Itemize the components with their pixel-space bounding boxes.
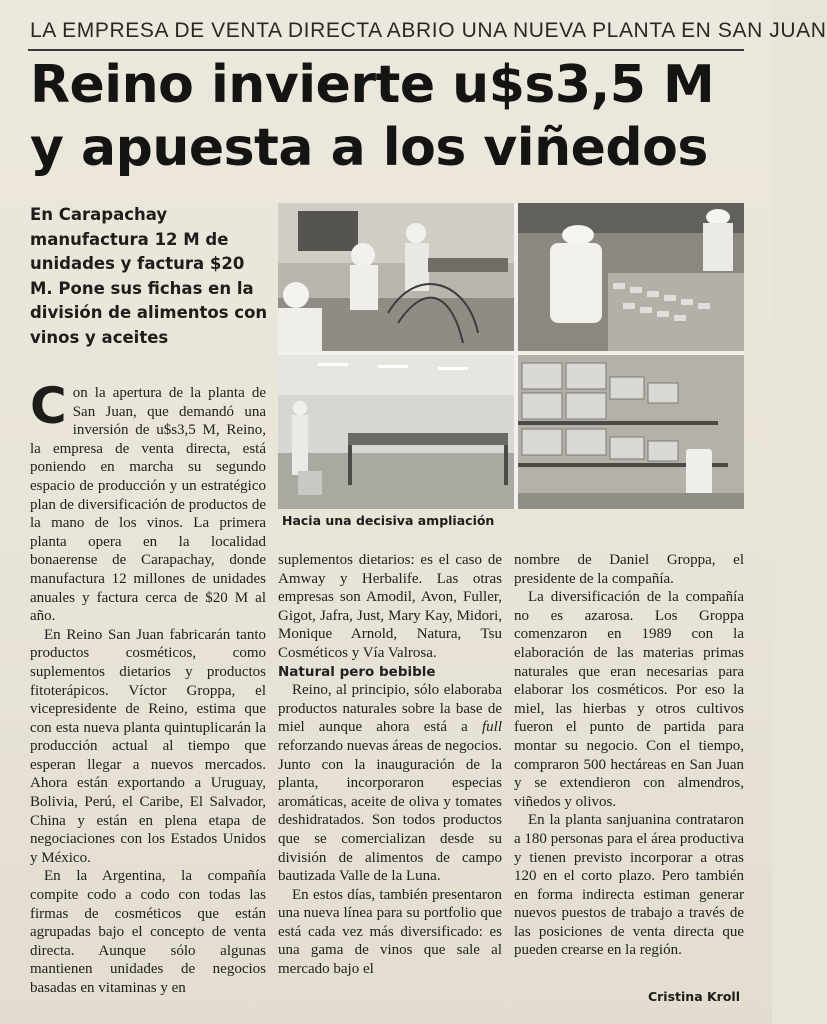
deck: En Carapachay manufactura 12 M de unidades y factura $20 M. Pone sus fichas en la división de alimentos con vinos y aceites xyxy=(30,205,268,347)
kicker-rule xyxy=(28,49,744,51)
article-column-3 xyxy=(514,551,744,960)
headline-line-2: y apuesta a los viñedos xyxy=(30,118,708,178)
photo-caption: Hacia una decisiva ampliación xyxy=(282,513,495,528)
headline-line-1: Reino invierte u$s3,5 M xyxy=(30,55,715,115)
paragraph: En Reino San Juan fabricarán tanto productos cosméticos, como suplementos dietarios y productos fitoterápicos. Víctor Groppa, el vicepresidente de Reino, estima que con esta nueva planta quintuplicarán la producción actual al tiempo que esperan llegar a nuevos mercados. Ahora están exportando a Uruguay, Bolivia, Perú, el Caribe, El Salvador, China y están en plena etapa de negociaciones con los Estados Unidos y México. xyxy=(30,626,266,866)
factory-photo xyxy=(278,203,744,509)
italic-word: full xyxy=(481,719,502,736)
paragraph: En la Argentina, la compañía compite codo a codo con todas las firmas de cosméticos que están agrupadas bajo el concepto de venta directa. Aunque sólo algunas mantienen unidades de negocios basadas en vitaminas y en xyxy=(30,868,266,996)
subheading: Natural pero bebible xyxy=(278,663,436,680)
byline: Cristina Kroll xyxy=(647,989,740,1004)
article-column-2 xyxy=(278,551,502,979)
headline xyxy=(30,54,750,180)
paragraph: La diversificación de la compañía no es azarosa. Los Groppa comenzaron en 1989 con la elaboración de las materias primas naturales que eran necesarias para elaborar los cosméticos. Por eso la miel, las hierbas y otros cultivos fueron el punto de partida para montar su negocio. Con el tiempo, compraron 500 hectáreas en San Juan y se extendieron con almendros, viñedos y olivos. xyxy=(514,589,744,810)
paragraph: suplementos dietarios: es el caso de Amway y Herbalife. Las otras empresas son Amodil, Avon, Fuller, Gigot, Jafra, Just, Mary Kay, Midori, Monique Arnold, Natura, Tsu Cosméticos y Vía Valrosa. xyxy=(278,552,502,661)
factory-photo-illustration xyxy=(278,203,744,509)
paragraph-text: Reino, al principio, sólo elaboraba productos naturales sobre la base de miel aunque ahora está a xyxy=(278,682,502,736)
paragraph: En estos días, también presentaron una nueva línea para su portfolio que está cada vez más diversificado: es una gama de vinos que sale al mercado bajo el xyxy=(278,886,502,978)
paragraph: nombre de Daniel Groppa, el presidente de la compañía. xyxy=(514,552,744,587)
kicker: LA EMPRESA DE VENTA DIRECTA ABRIO UNA NUEVA PLANTA EN SAN JUAN xyxy=(30,19,827,42)
paragraph xyxy=(30,377,266,626)
paragraph: En la planta sanjuanina contrataron a 180 personas para el área productiva y tienen previsto incorporar a otras 120 en el corto plazo. Pero también en forma indirecta estiman generar nuevos puestos de trabajo a través de las posiciones de venta directa que pueden crearse en la región. xyxy=(514,812,744,959)
paragraph-text: on la apertura de la planta de San Juan, que demandó una inversión de u$s3,5 M, Reino, la empresa de venta directa, está poniendo en marcha su segundo espacio de producción y un estratégico plan de diversificación de productos de la mano de los vinos. La primera planta opera en la localidad bonaerense de Carapachay, donde manufactura 12 millones de unidades anuales y factura cerca de $20 M al año. xyxy=(30,385,266,625)
paragraph xyxy=(278,681,502,886)
drop-cap: C xyxy=(30,377,67,435)
paragraph-text: reforzando nuevas áreas de negocios. Junto con la inauguración de la planta, incorporaron especias aromáticas, aceite de oliva y tomates deshidratados. Son todos productos que se comercializan desde su división de alimentos de campo bautizada Valle de la Luna. xyxy=(278,737,502,885)
article-column-1 xyxy=(30,377,266,998)
